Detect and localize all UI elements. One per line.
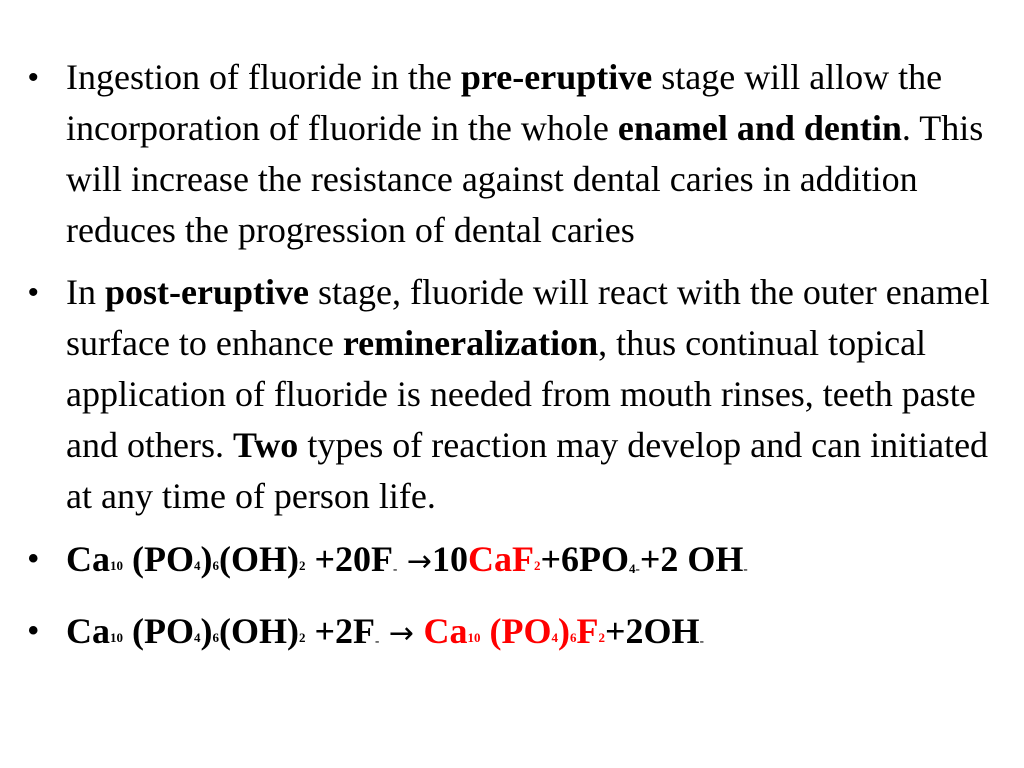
bullet1-bold-enamel-dentin: enamel and dentin <box>617 108 902 148</box>
bullet-list <box>28 52 996 666</box>
bullet-dot: • <box>28 614 39 647</box>
bullet2-bold-two: Two <box>232 425 299 465</box>
reaction1-formula: $Ca_{10}$ $(PO_4)_6(OH)_2 +20F^- \to 10CaF_2+6PO^{4-}+2$ OH- <box>66 539 748 579</box>
bullet-post-eruptive <box>28 267 996 522</box>
bullet2-bold-remineralization: remineralization <box>342 323 599 363</box>
bullet2-bold-post-eruptive: post-eruptive <box>105 272 309 312</box>
reaction1-product-caf2: CaF$_2$ <box>468 539 541 579</box>
reaction2-product-fluorapatite: $Ca_{10}$ $(PO_4)_6F_2$ <box>423 611 606 651</box>
bullet2-text-2: stage, fluoride will react with the outer enamel surface to enhance <box>66 272 990 363</box>
bullet-reaction-fluorapatite <box>28 604 996 666</box>
bullet2-text-1: In <box>66 272 105 312</box>
bullet1-bold-pre-eruptive: pre-eruptive <box>460 57 653 97</box>
bullet1-text-1: Ingestion of fluoride in the <box>66 57 461 97</box>
bullet-dot: • <box>28 542 39 575</box>
bullet-dot: • <box>28 276 39 309</box>
bullet-dot: • <box>28 61 39 94</box>
reaction-arrow: → <box>397 544 433 579</box>
bullet-reaction-caf2 <box>28 532 996 594</box>
reaction2-formula: $Ca_{10}$ $(PO_4)_6(OH)_2 +2F^- \to Ca_{10}$ $(PO_4)_6F_2+2OH^-$ <box>66 611 704 651</box>
bullet1-text-3: . This will increase the resistance against dental caries in addition reduces the progression of dental caries <box>66 108 984 250</box>
reaction-arrow: → <box>379 616 424 651</box>
bullet-pre-eruptive <box>28 52 996 256</box>
bullet2-text-3: , thus continual topical application of fluoride is needed from mouth rinses, teeth paste and others. <box>66 323 976 465</box>
bullet2-text-4: types of reaction may develop and can initiated at any time of person life. <box>66 425 989 516</box>
bullet1-text-2: stage will allow the incorporation of fluoride in the whole <box>66 57 943 148</box>
